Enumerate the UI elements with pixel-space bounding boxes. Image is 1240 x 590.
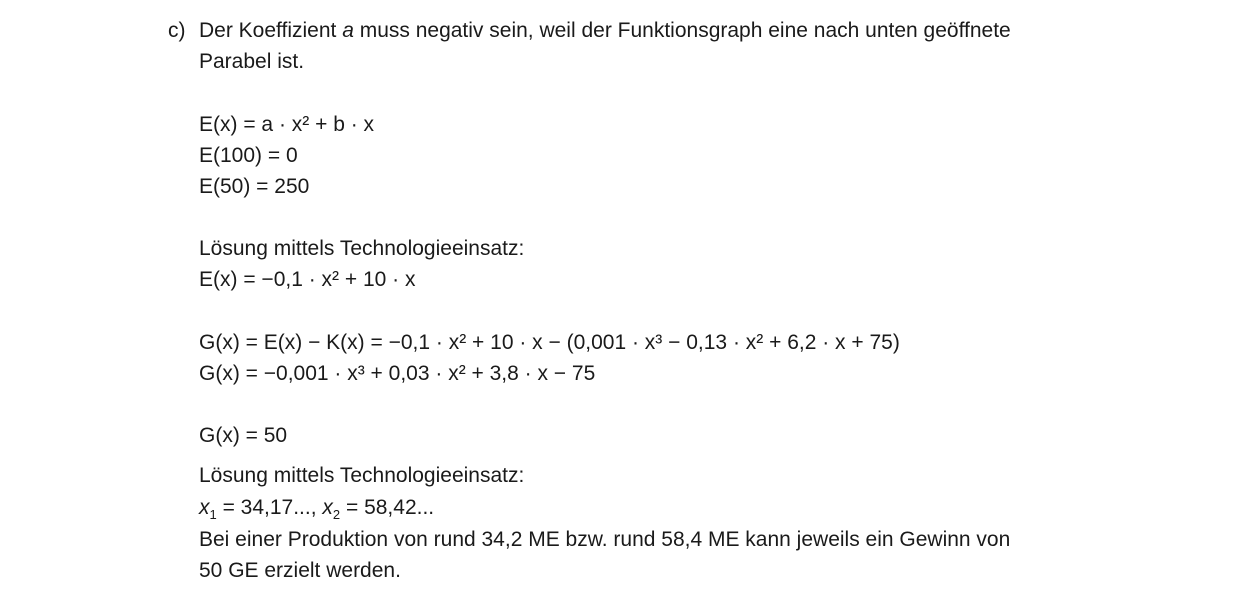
profit-condition: G(x) = 50	[199, 424, 288, 447]
conclusion-line-2: 50 GE erzielt werden.	[199, 559, 401, 582]
x1-value: = 34,17...,	[216, 496, 317, 519]
profit-function-result: G(x) = −0,001 · x³ + 0,03 · x² + 3,8 · x − 75	[199, 362, 596, 385]
x1-variable: x	[199, 496, 210, 519]
equation-revenue-at-100: E(100) = 0	[199, 144, 298, 167]
technology-label-1: Lösung mittels Technologieeinsatz:	[199, 237, 525, 260]
part-label: c)	[168, 19, 186, 42]
intro-text-post: muss negativ sein, weil der Funktionsgraph eine nach unten geöffnete	[353, 19, 1011, 42]
intro-line-2: Parabel ist.	[199, 50, 305, 73]
conclusion-line-1: Bei einer Produktion von rund 34,2 ME bzw. rund 58,4 ME kann jeweils ein Gewinn von	[199, 528, 1011, 551]
x2-variable: x	[322, 496, 333, 519]
coefficient-variable: a	[342, 19, 354, 42]
x1-subscript: 1	[209, 507, 217, 522]
solutions-line	[199, 495, 434, 521]
technology-label-2: Lösung mittels Technologieeinsatz:	[199, 464, 525, 487]
revenue-function-result: E(x) = −0,1 · x² + 10 · x	[199, 268, 416, 291]
intro-line-1	[199, 18, 1011, 44]
x2-value: = 58,42...	[340, 496, 435, 519]
intro-text-pre: Der Koeffizient	[199, 19, 343, 42]
profit-function-derivation: G(x) = E(x) − K(x) = −0,1 · x² + 10 · x − (0,001 · x³ − 0,13 · x² + 6,2 · x + 75)	[199, 331, 900, 354]
equation-revenue-at-50: E(50) = 250	[199, 175, 310, 198]
equation-revenue-general: E(x) = a · x² + b · x	[199, 113, 375, 136]
x2-subscript: 2	[332, 507, 341, 522]
